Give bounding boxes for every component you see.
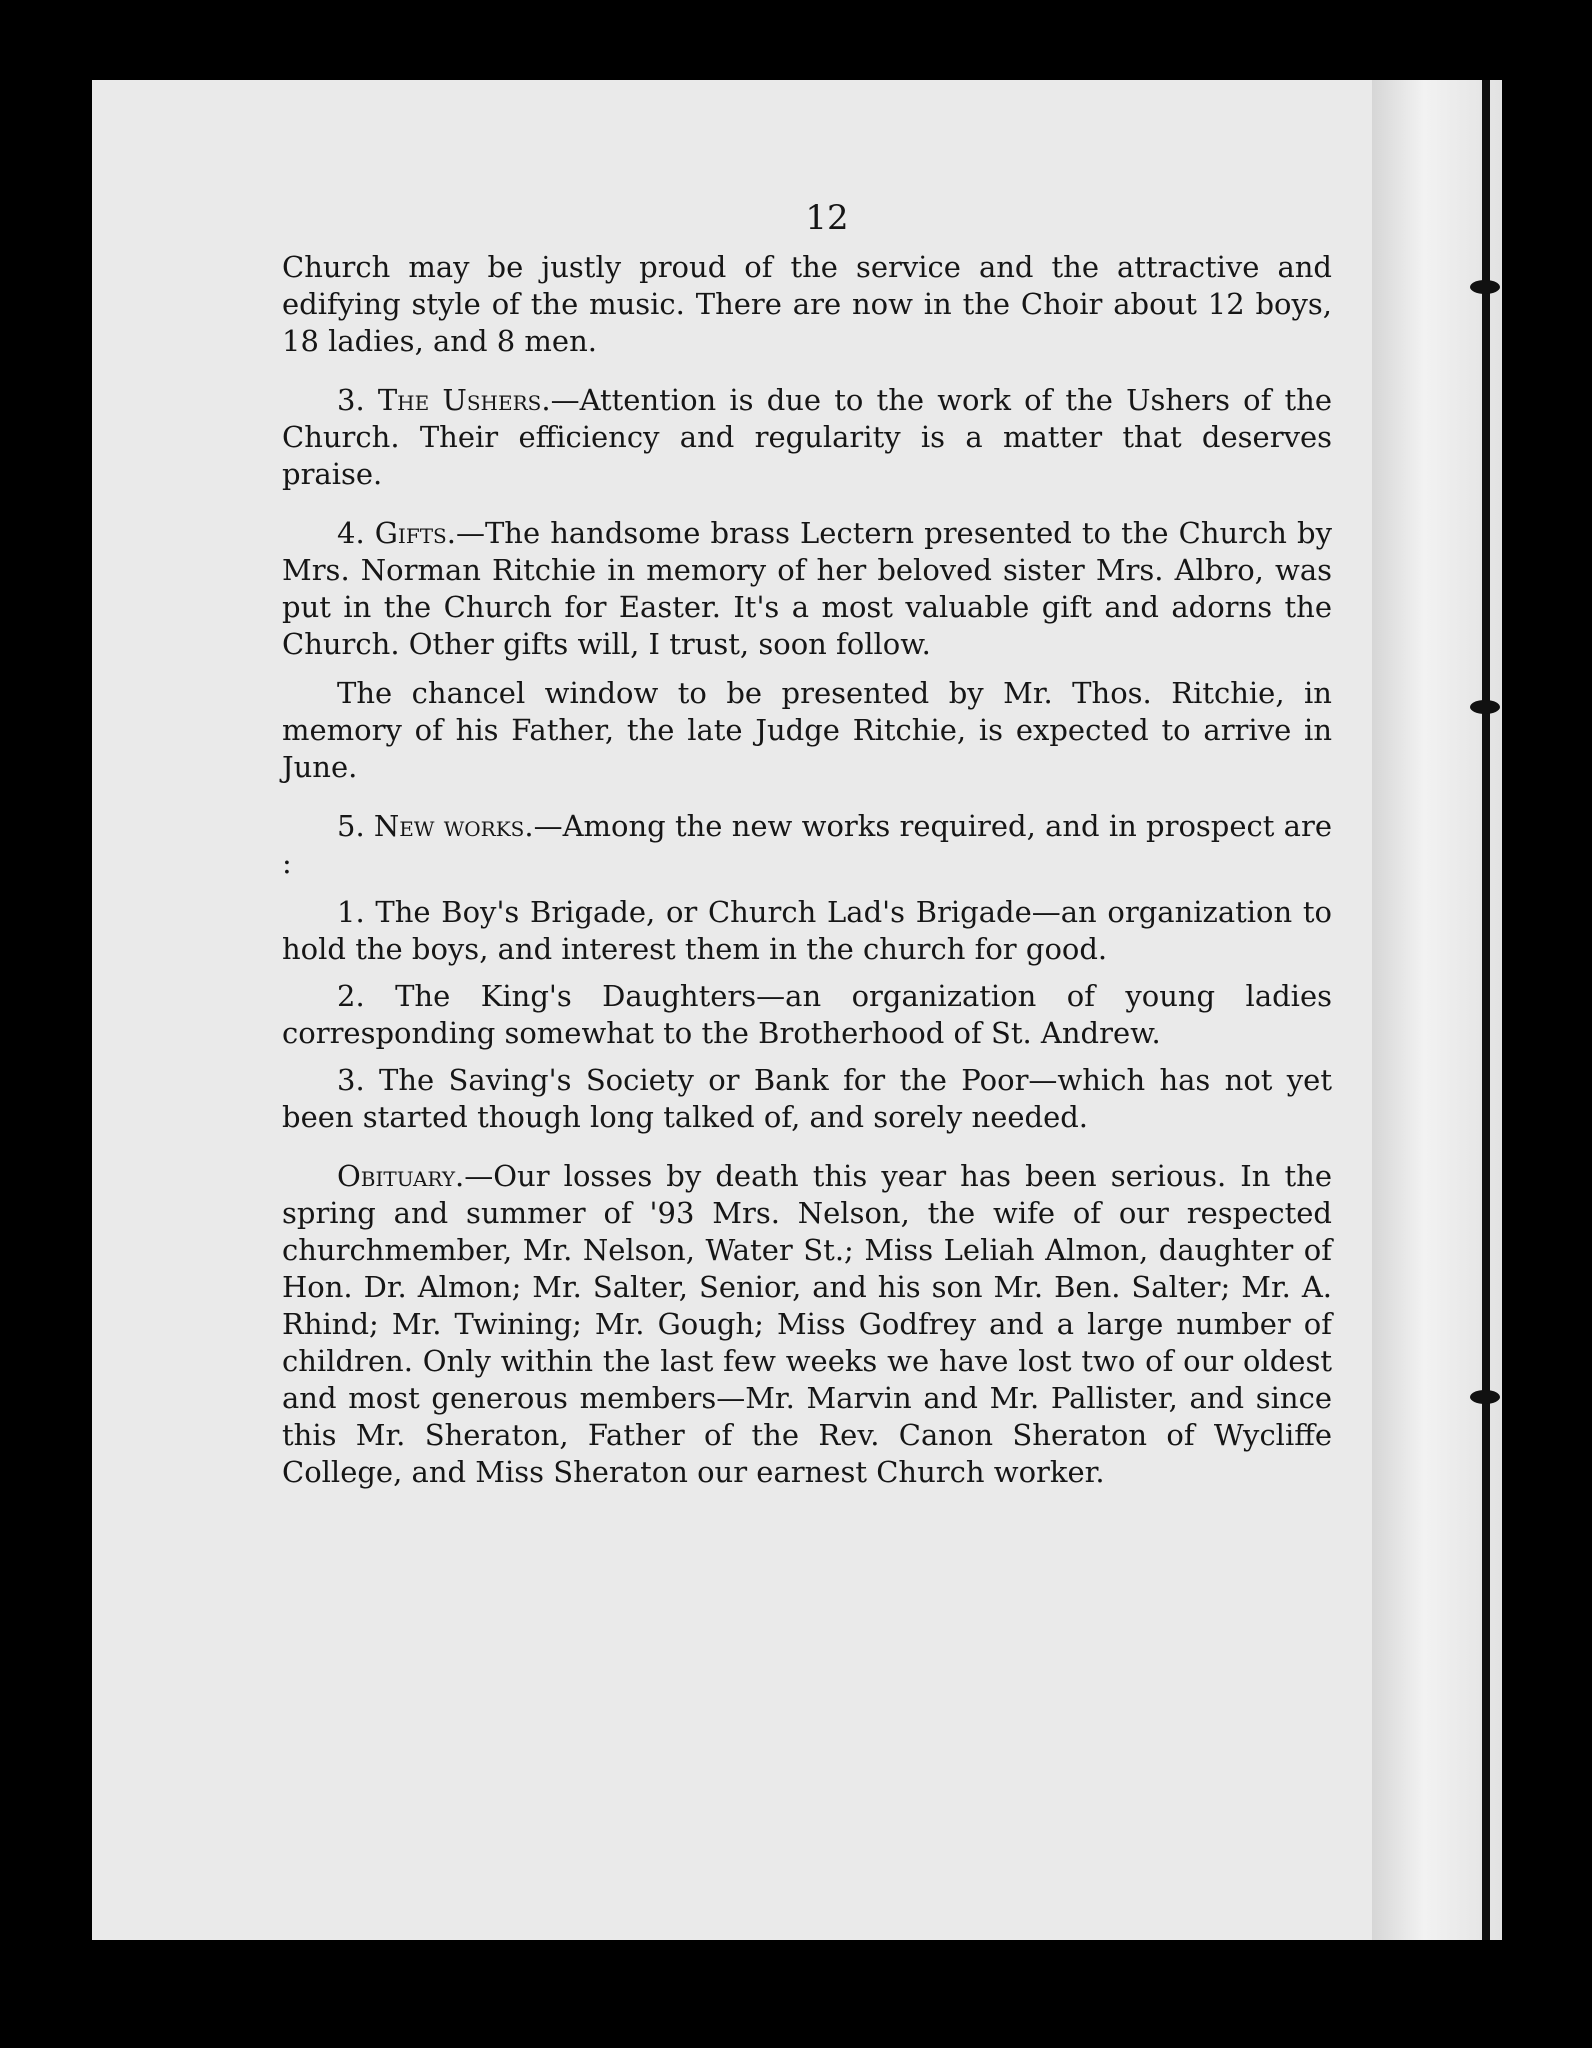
- list-item-text: The Saving's Society or Bank for the Poor—which has not yet been started though long talked of, and sorely needed.: [282, 1063, 1333, 1134]
- gifts-text: —The handsome brass Lectern presented to the Church by Mrs. Norman Ritchie in memory of her beloved sister Mrs. Albro, was put in the Church for Easter. It's a most valuable gift and adorns the Church. Other gifts will, I trust, soon follow.: [282, 516, 1332, 661]
- list-item-number: 3.: [337, 1063, 365, 1097]
- gifts-heading: Gifts.: [374, 516, 456, 550]
- ushers-text: —Attention is due to the work of the Ushers of the Church. Their efficiency and regularity is a matter that deserves praise.: [282, 383, 1333, 491]
- list-item-text: The Boy's Brigade, or Church Lad's Brigade—an organization to hold the boys, and interest them in the church for good.: [282, 895, 1333, 966]
- choir-continuation: Church may be justly proud of the service and the attractive and edifying style of the music. There are now in the Choir about 12 boys, 18 ladies, and 8 men.: [282, 250, 1332, 358]
- new-works-section: [282, 808, 1332, 882]
- list-item-text: The King's Daughters—an organization of young ladies corresponding somewhat to the Brotherhood of St. Andrew.: [282, 979, 1332, 1050]
- new-works-heading: New works.: [373, 809, 534, 843]
- list-item: [282, 978, 1332, 1052]
- ushers-number: 3.: [337, 383, 365, 417]
- obituary-section: [282, 1158, 1332, 1491]
- ushers-heading: The Ushers.: [377, 383, 551, 417]
- ushers-section: [282, 382, 1332, 493]
- page-number: 12: [805, 198, 849, 238]
- new-works-number: 5.: [337, 809, 365, 843]
- list-item-number: 1.: [337, 895, 365, 929]
- new-works-text: —Among the new works required, and in prospect are :: [282, 809, 1332, 880]
- document-page: [92, 80, 1502, 1940]
- page-text: [282, 200, 1332, 1503]
- obituary-text: —Our losses by death this year has been serious. In the spring and summer of '93 Mrs. Nelson, the wife of our respected churchmember, Mr. Nelson, Water St.; Miss Leliah Almon, daughter of Hon. Dr. Almon; Mr. Salter, Senior, and his son Mr. Ben. Salter; Mr. A. Rhind; Mr. Twining; Mr. Gough; Miss Godfrey and a large number of children. Only within the last few weeks we have lost two of our oldest and most generous members—Mr. Marvin and Mr. Pallister, and since this Mr. Sheraton, Father of the Rev. Canon Sheraton of Wycliffe College, and Miss Sheraton our earnest Church worker.: [282, 1159, 1332, 1489]
- list-item-number: 2.: [337, 979, 365, 1013]
- list-item: [282, 1062, 1332, 1136]
- obituary-heading: Obituary.: [337, 1159, 465, 1193]
- binding-knot: [1470, 280, 1500, 294]
- chancel-window-paragraph: The chancel window to be presented by Mr. Thos. Ritchie, in memory of his Father, the late Judge Ritchie, is expected to arrive in June.: [282, 676, 1332, 784]
- gifts-section: [282, 515, 1332, 663]
- binding-thread: [1482, 80, 1490, 1940]
- list-item: [282, 894, 1332, 968]
- binding-knot: [1470, 1390, 1500, 1404]
- gifts-number: 4.: [337, 516, 365, 550]
- binding-knot: [1470, 700, 1500, 714]
